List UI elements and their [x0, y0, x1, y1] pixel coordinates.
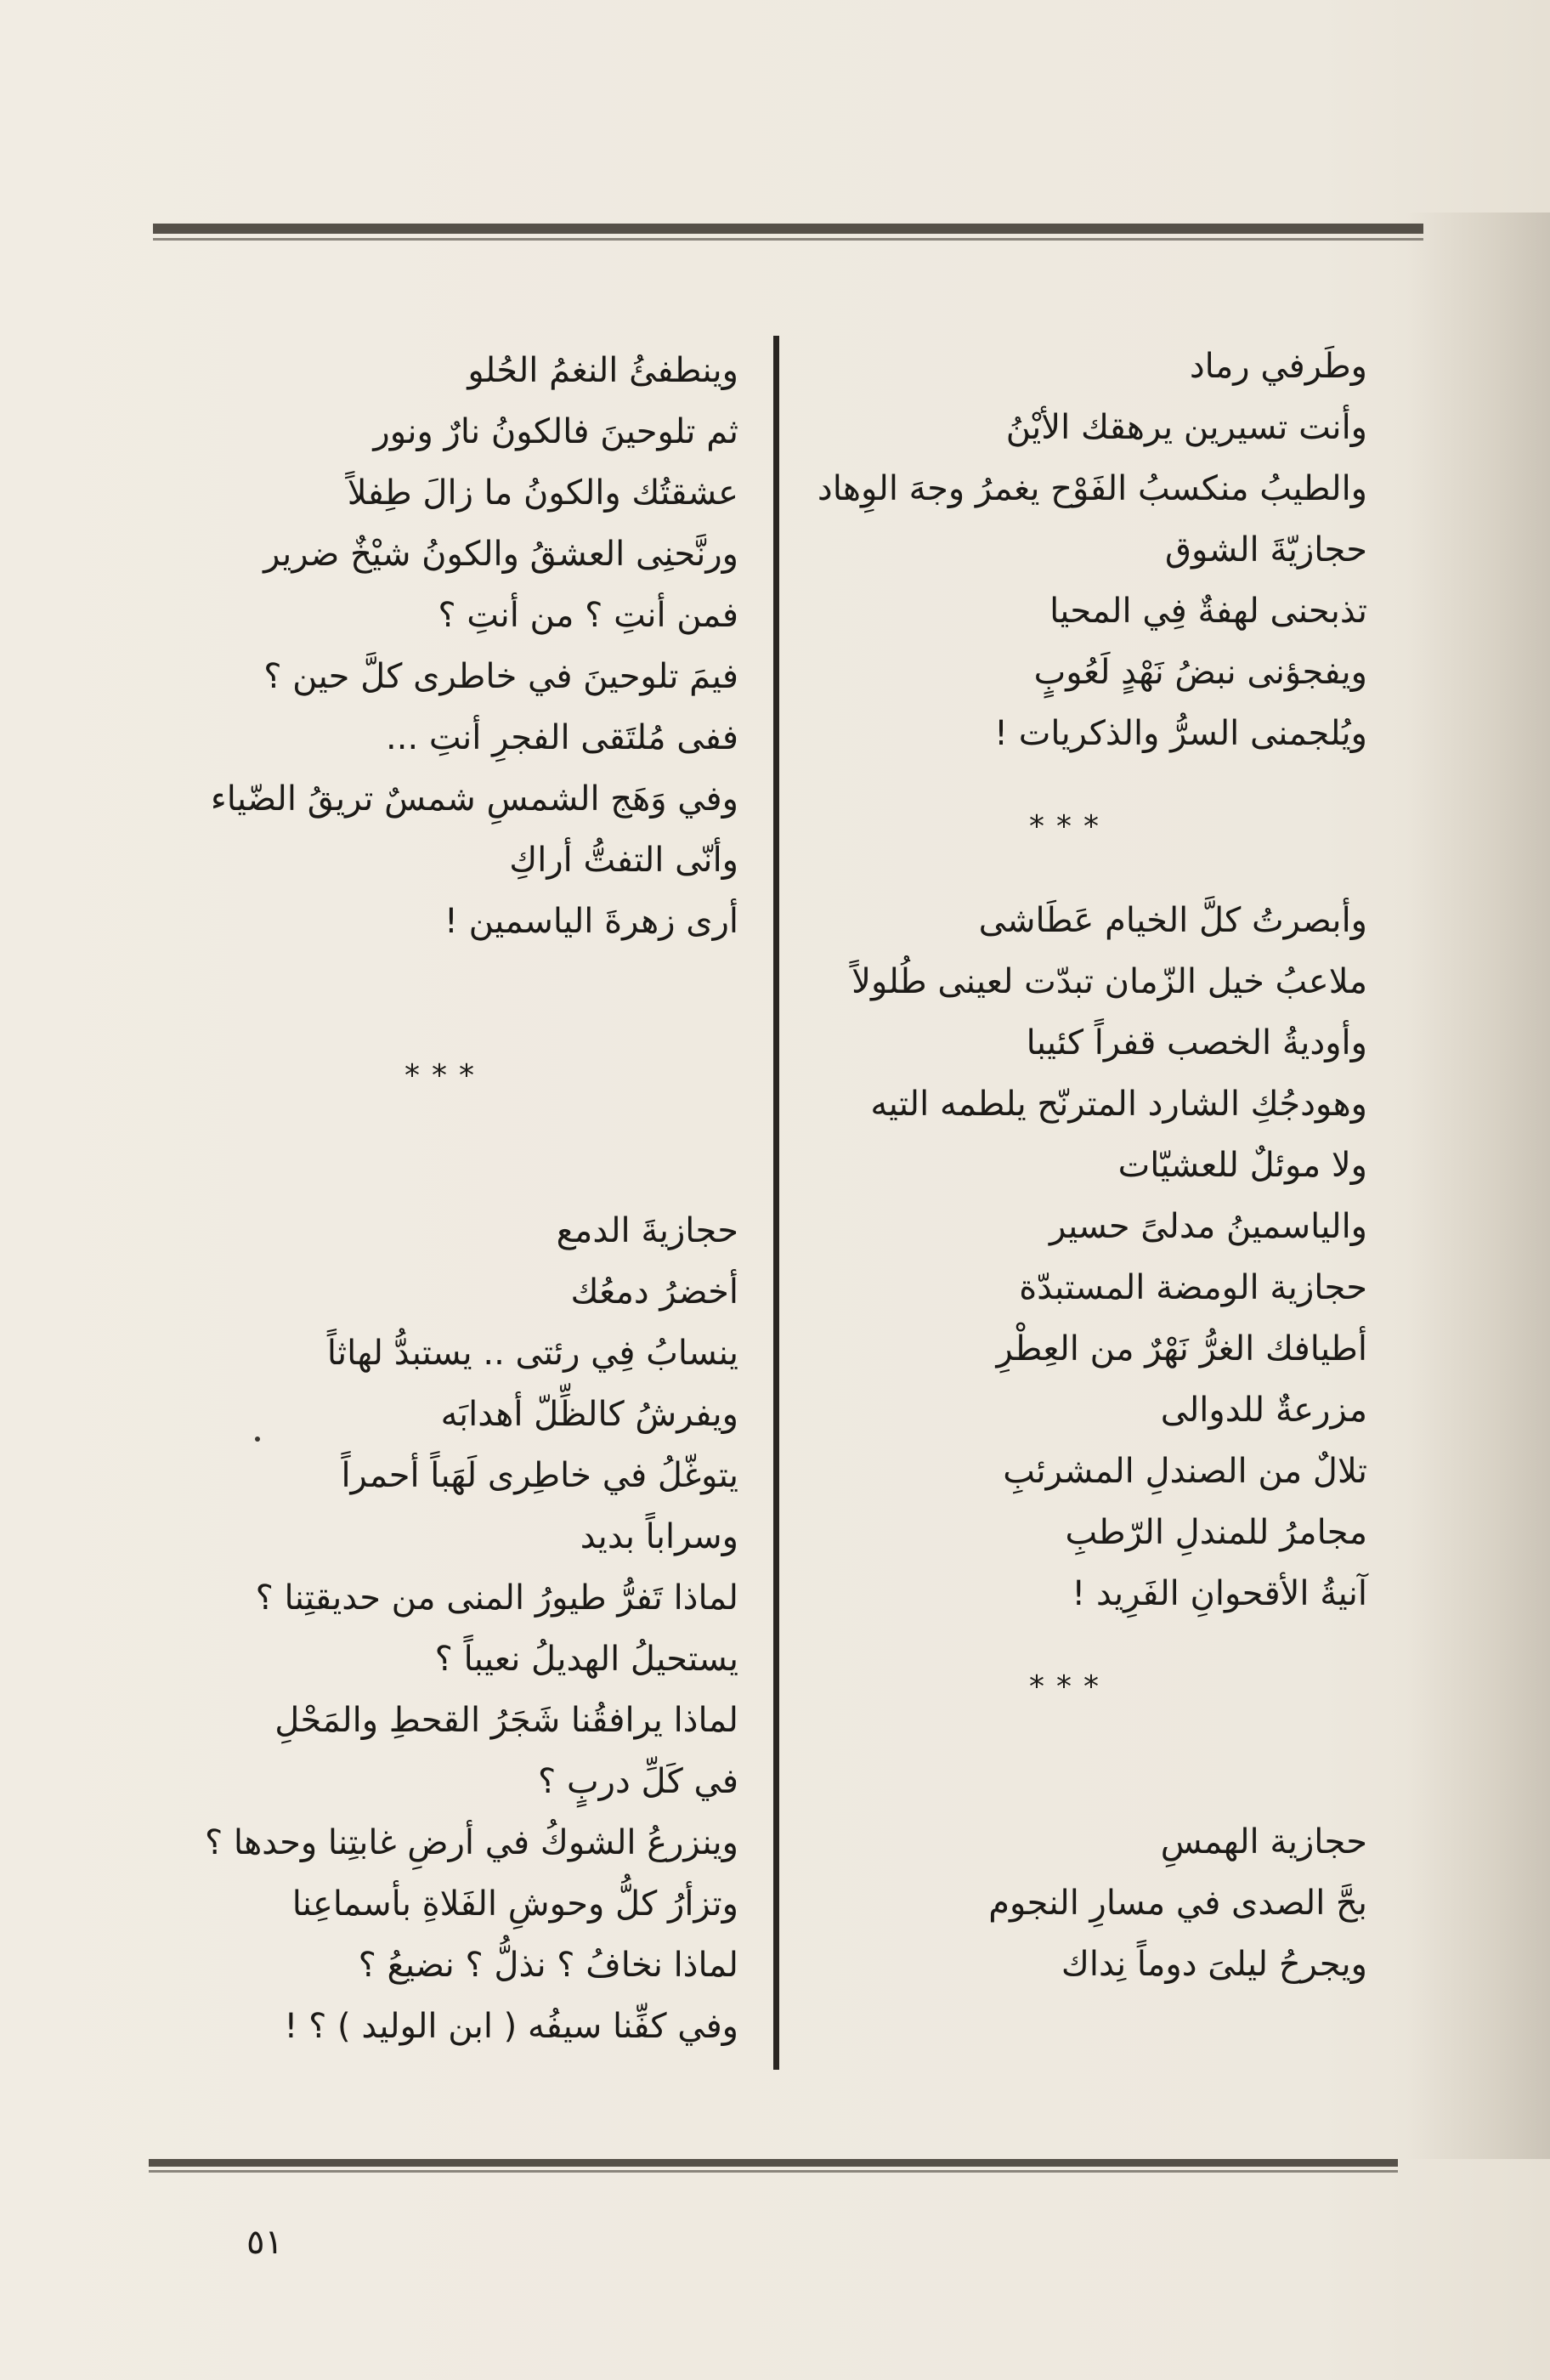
poem-line: وأنت تسيرين يرهقك الأيْنُ	[1005, 408, 1367, 447]
poem-line: حجازية الومضة المستبدّة	[1019, 1268, 1367, 1307]
poem-line: وأوديةُ الخصب قفراً كئيبا	[1026, 1023, 1367, 1062]
page-number: ٥١	[246, 2223, 283, 2262]
spacer	[152, 952, 738, 1013]
stanza-divider: ***	[1029, 809, 1111, 844]
poem-line: وسراباً بديد	[580, 1517, 738, 1556]
stanza-divider: ***	[1029, 1669, 1111, 1704]
poem-line: أطيافك الغرُّ نَهْرٌ من العِطْرِ	[996, 1329, 1367, 1368]
top-rule	[153, 224, 1423, 234]
bottom-rule-thin	[149, 2170, 1398, 2173]
poem-line: وأنّى التفتُّ أراكِ	[509, 841, 738, 880]
poem-line: والطيبُ منكسبُ الفَوْح يغمرُ وجهَ الوِهاد	[817, 469, 1367, 508]
poem-line: مجامرُ للمندلِ الرّطبِ	[1065, 1513, 1367, 1552]
bottom-rule	[149, 2159, 1398, 2167]
poem-line: تلالٌ من الصندلِ المشرئبِ	[1003, 1452, 1367, 1491]
page-edge-shadow	[1406, 212, 1550, 2159]
poem-line: أخضرُ دمعُك	[570, 1272, 738, 1312]
poem-line: حجازيةَ الدمع	[556, 1211, 738, 1250]
poem-line: لماذا تَفرُّ طيورُ المنى من حديقتِنا ؟	[255, 1578, 738, 1618]
poem-line: أرى زهرةَ الياسمين !	[444, 902, 738, 941]
poem-line: ويفرشُ كالظِّلّ أهدابَه	[440, 1395, 738, 1434]
poem-line: مزرعةٌ للدوالى	[1160, 1391, 1367, 1430]
poem-line: حجازية الهمسِ	[1160, 1822, 1367, 1862]
poem-line: ولا موئلٌ للعشيّات	[1117, 1146, 1367, 1185]
poem-line: آنيةُ الأقحوانِ الفَرِيد !	[1072, 1574, 1367, 1613]
poem-line: بحَّ الصدى في مسارِ النجوم	[988, 1884, 1367, 1923]
poem-line: وتزأرُ كلُّ وحوشِ الفَلاةِ بأسماعِنا	[291, 1884, 738, 1924]
poem-line: ثم تلوحينَ فالكونُ نارٌ ونور	[373, 412, 738, 451]
spacer	[772, 1750, 1367, 1811]
right-column	[772, 336, 1367, 1995]
poem-line: فمن أنتِ ؟ من أنتِ ؟	[438, 596, 738, 635]
poem-line: والياسمينُ مدلىً حسير	[1049, 1207, 1367, 1246]
poem-line: ويفجؤنى نبضُ نَهْدٍ لَعُوبٍ	[1033, 653, 1367, 692]
poem-line: وفي وَهَج الشمسِ شمسٌ تريقُ الضّياء	[210, 779, 738, 819]
poem-line: تذبحنى لهفةٌ فِي المحيا	[1049, 592, 1367, 631]
poem-line: عشقتُك والكونُ ما زالَ طِفلاً	[347, 473, 738, 513]
poem-line: وينطفئُ النغمُ الحُلو	[467, 351, 738, 390]
poem-line: ورنَّحنِى العشقُ والكونُ شيْخٌ ضرير	[263, 535, 738, 574]
stanza-divider: ***	[404, 1058, 486, 1093]
poem-line: فيمَ تلوحينَ في خاطرى كلَّ حين ؟	[263, 657, 738, 696]
left-column	[152, 340, 738, 2057]
poem-line: حجازيّةَ الشوق	[1164, 530, 1367, 570]
poem-line: ويُلجمنى السرُّ والذكريات !	[994, 714, 1367, 753]
ink-speck	[255, 1436, 260, 1442]
poem-line: وفي كفِّنا سيفُه ( ابن الوليد ) ؟ !	[284, 2007, 738, 2046]
poem-line: يتوغّلُ في خاطِرى لَهَباً أحمراً	[341, 1456, 738, 1495]
poem-line: وهودجُكِ الشارد المترنّح يلطمه التيه	[870, 1085, 1367, 1124]
poem-line: في كَلِّ دربٍ ؟	[538, 1762, 738, 1801]
poem-line: وينزرعُ الشوكُ في أرضِ غابتِنا وحدها ؟	[204, 1823, 738, 1862]
poem-line: لماذا يرافقُنا شَجَرُ القحطِ والمَحْلِ	[274, 1701, 738, 1740]
poem-line: وأبصرتُ كلَّ الخيام عَطَاشى	[978, 901, 1367, 940]
poem-line: لماذا نخافُ ؟ نذلُّ ؟ نضيعُ ؟	[358, 1946, 738, 1985]
poem-line: ويجرحُ ليلىَ دوماً نِداك	[1061, 1945, 1367, 1984]
poem-line: ملاعبُ خيل الزّمان تبدّت لعينى طُلولاً	[851, 962, 1367, 1001]
top-rule-thin	[153, 238, 1423, 241]
poem-line: ينسابُ فِي رئتى .. يستبدُّ لهاثاً	[326, 1334, 738, 1373]
spacer	[152, 1139, 738, 1200]
poem-line: يستحيلُ الهديلُ نعيباً ؟	[434, 1640, 738, 1679]
poem-line: ففى مُلتَقى الفجرِ أنتِ ...	[386, 718, 738, 757]
poem-line: وطَرفي رماد	[1189, 347, 1367, 386]
